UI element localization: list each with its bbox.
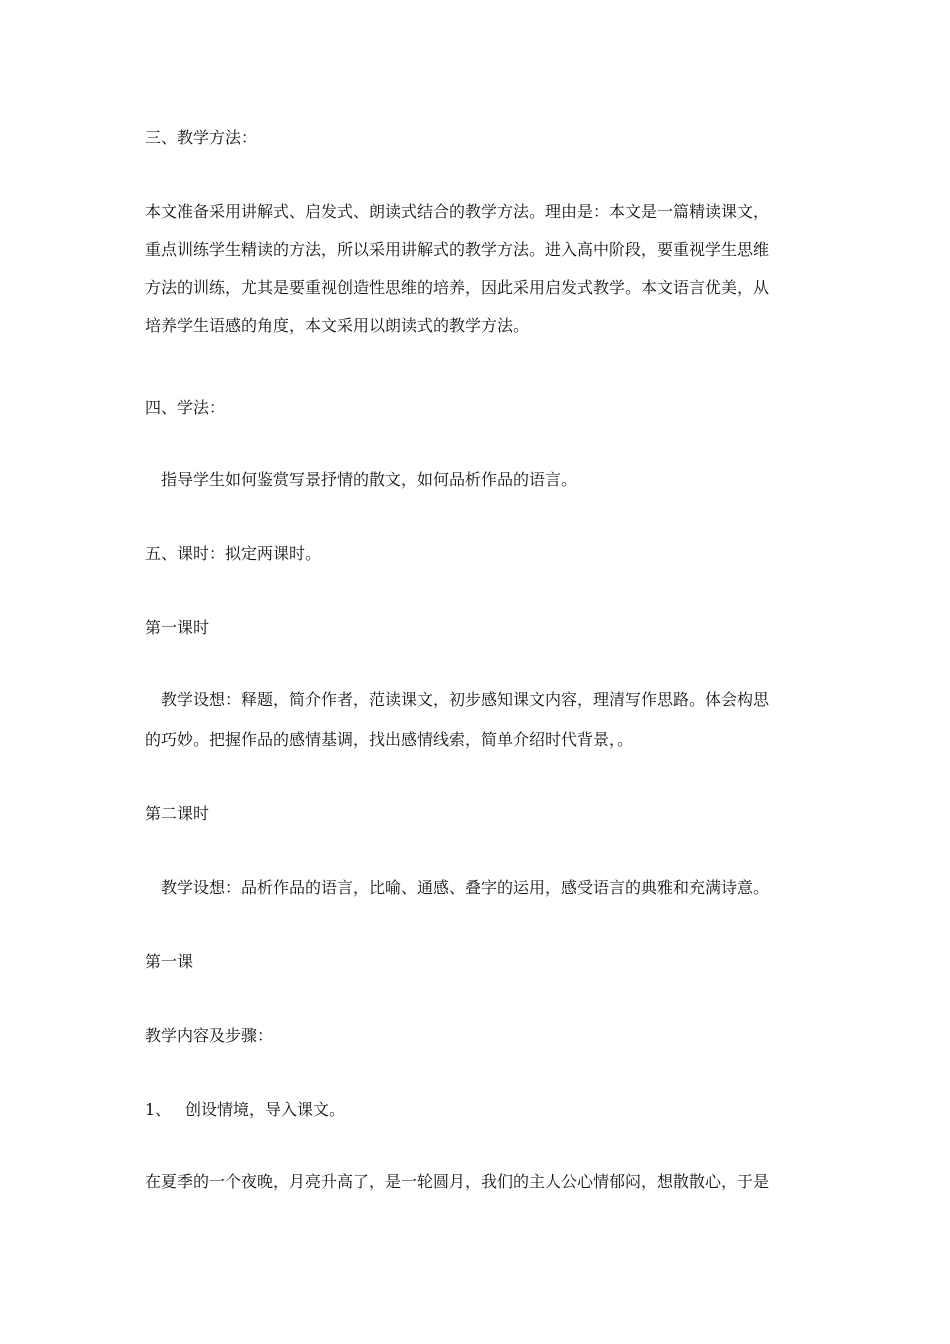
first-class-heading: 第一课: [145, 952, 194, 971]
section-3-body-line-2: 重点训练学生精读的方法，所以采用讲解式的教学方法。进入高中阶段，要重视学生思维: [145, 240, 770, 259]
lesson-2-body: 教学设想：品析作品的语言，比喻、通感、叠字的运用，感受语言的典雅和充满诗意。: [161, 878, 770, 897]
content-steps-heading: 教学内容及步骤：: [145, 1026, 274, 1045]
section-5-heading: 五、课时：拟定两课时。: [145, 544, 322, 563]
step-1-line: [145, 1100, 810, 1120]
section-3-heading: 三、教学方法：: [145, 128, 258, 147]
section-3-body-line-3: 方法的训练，尤其是要重视创造性思维的培养，因此采用启发式教学。本文语言优美，从: [145, 278, 770, 297]
section-3-body-line-4: 培养学生语感的角度，本文采用以朗读式的教学方法。: [145, 316, 530, 335]
lesson-1-body-line-2: 的巧妙。把握作品的感情基调，找出感情线索，简单介绍时代背景，。: [145, 730, 634, 749]
lesson-2-heading: 第二课时: [145, 804, 210, 823]
section-4-body: 指导学生如何鉴赏写景抒情的散文，如何品析作品的语言。: [161, 470, 578, 489]
final-paragraph-line: 在夏季的一个夜晚，月亮升高了，是一轮圆月，我们的主人公心情郁闷，想散散心，于是: [145, 1172, 770, 1191]
step-1-number: 1、: [145, 1100, 172, 1119]
step-1-text: 创设情境，导入课文。: [185, 1100, 346, 1119]
section-3-body-line-1: 本文准备采用讲解式、启发式、朗读式结合的教学方法。理由是：本文是一篇精读课文，: [145, 202, 770, 221]
lesson-1-heading: 第一课时: [145, 618, 210, 637]
lesson-1-body-line-1: 教学设想：释题，简介作者，范读课文，初步感知课文内容，理清写作思路。体会构思: [161, 690, 770, 709]
section-4-heading: 四、学法：: [145, 398, 226, 417]
